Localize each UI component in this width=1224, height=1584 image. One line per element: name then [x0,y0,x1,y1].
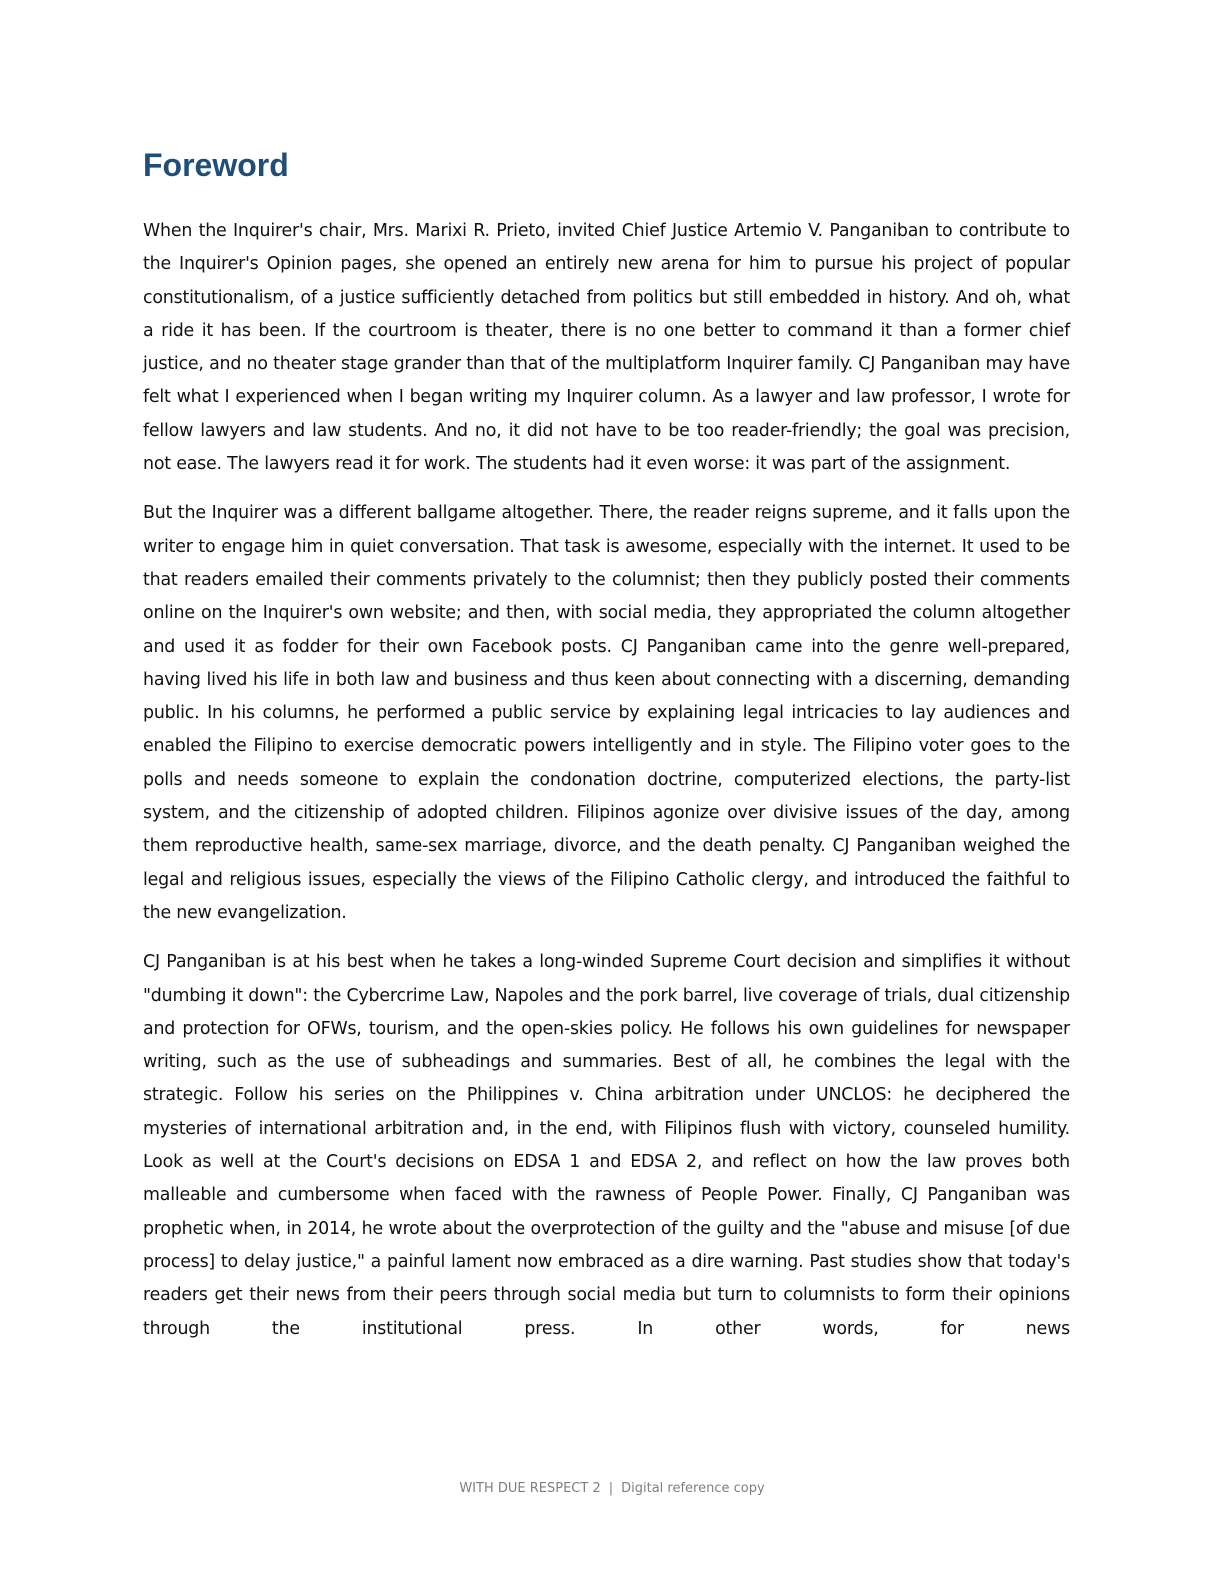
document-body [143,142,1070,1346]
page-title: Foreword [143,147,289,183]
paragraph-1: When the Inquirer's chair, Mrs. Marixi R. Prieto, invited Chief Justice Artemio V. Panganiban to contribute to the Inquirer's Opinion pages, she opened an entirely new arena for him to pursue his project of popular constitutionalism, of a justice sufficiently detached from politics but still embedded in history. And oh, what a ride it has been. If the courtroom is theater, there is no one better to command it than a former chief justice, and no theater stage grander than that of the multiplatform Inquirer family. CJ Panganiban may have felt what I experienced when I began writing my Inquirer column. As a lawyer and law professor, I wrote for fellow lawyers and law students. And no, it did not have to be too reader-friendly; the goal was precision, not ease. The lawyers read it for work. The students had it even worse: it was part of the assignment. [143,221,1070,475]
footer-separator: | [608,1481,614,1496]
footer-note: Digital reference copy [621,1481,765,1496]
paragraph-3: CJ Panganiban is at his best when he takes a long-winded Supreme Court decision and simplifies it without "dumbing it down": the Cybercrime Law, Napoles and the pork barrel, live coverage of trials, dual citizenship and protection for OFWs, tourism, and the open-skies policy. He follows his own guidelines for newspaper writing, such as the use of subheadings and summaries. Best of all, he combines the legal with the strategic. Follow his series on the Philippines v. China arbitration under UNCLOS: he deciphered the mysteries of international arbitration and, in the end, with Filipinos flush with victory, counseled humility. Look as well at the Court's decisions on EDSA 1 and EDSA 2, and reflect on how the law proves both malleable and cumbersome when faced with the rawness of People Power. Finally, CJ Panganiban was prophetic when, in 2014, he wrote about the overprotection of the guilty and the "abuse and misuse [of due process] to delay justice," a painful lament now embraced as a dire warning. Past studies show that today's readers get their news from their peers through social media but turn to columnists to form their opinions through the institutional press. In other words, for news [143,952,1070,1339]
page-footer [0,1480,1224,1498]
footer-book-title: WITH DUE RESPECT 2 [459,1481,601,1496]
paragraph-2: But the Inquirer was a different ballgame altogether. There, the reader reigns supreme, and it falls upon the writer to engage him in quiet conversation. That task is awesome, especially with the internet. It used to be that readers emailed their comments privately to the columnist; then they publicly posted their comments online on the Inquirer's own website; and then, with social media, they appropriated the column altogether and used it as fodder for their own Facebook posts. CJ Panganiban came into the genre well-prepared, having lived his life in both law and business and thus keen about connecting with a discerning, demanding public. In his columns, he performed a public service by explaining legal intricacies to lay audiences and enabled the Filipino to exercise democratic powers intelligently and in style. The Filipino voter goes to the polls and needs someone to explain the condonation doctrine, computerized elections, the party-list system, and the citizenship of adopted children. Filipinos agonize over divisive issues of the day, among them reproductive health, same-sex marriage, divorce, and the death penalty. CJ Panganiban weighed the legal and religious issues, especially the views of the Filipino Catholic clergy, and introduced the faithful to the new evangelization. [143,503,1070,923]
